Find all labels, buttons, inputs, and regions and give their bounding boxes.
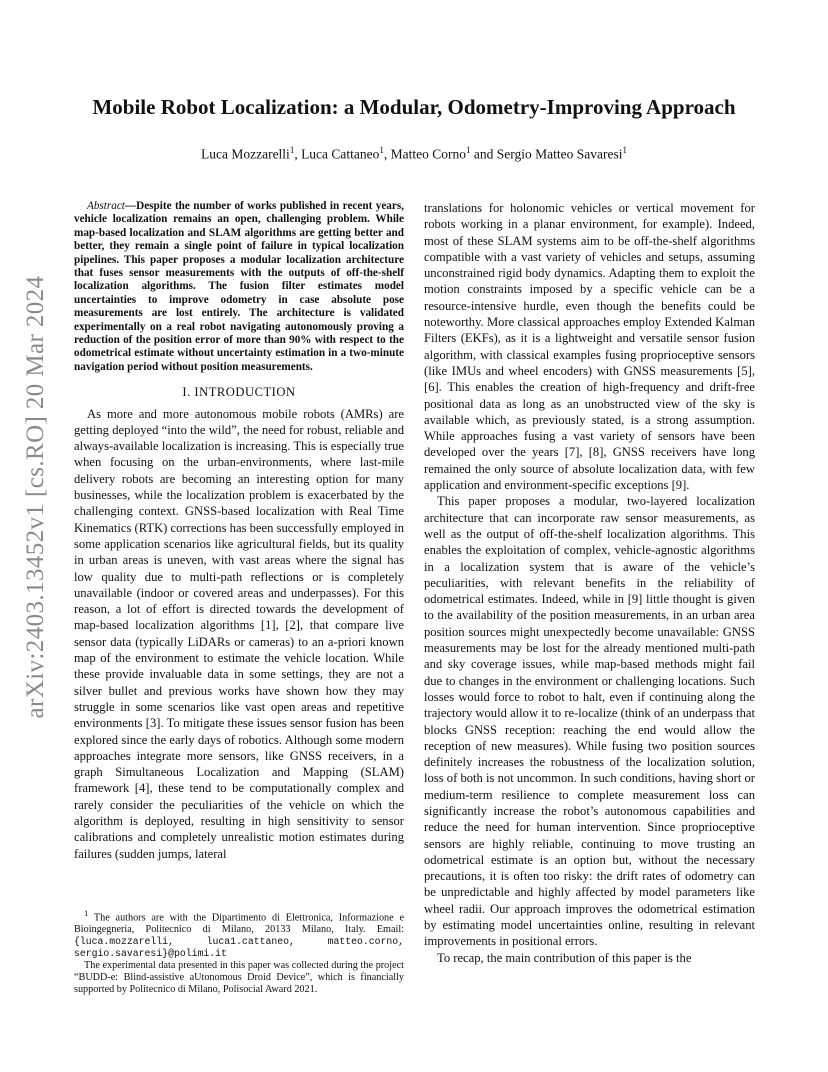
author-separator: , [383, 146, 391, 162]
footnote-mark: 1 [84, 908, 89, 918]
author-name: Luca Cattaneo [301, 146, 380, 162]
author-separator: and [470, 146, 497, 162]
section-heading: I. INTRODUCTION [182, 385, 296, 400]
body-paragraph: To recap, the main contribution of this paper is the [437, 950, 692, 965]
footnote-text: The authors are with the Dipartimento di Elettronica, Informazione e Bioingegneria, Politecnico di Milano, 20133 Milano, Italy. Email: [74, 912, 404, 936]
author-name: Sergio Matteo Savaresi [496, 146, 623, 162]
body-paragraph: translations for holonomic vehicles or vertical movement for robots working in a planar environment, for example). Indeed, most of these SLAM systems aim to be off-the-shelf algorithms compatible with a vast variety of vehicles and setups, assuming unconstrained rigid body dynamics. Adapting them to exploit the motion constraints imposed by a specific vehicle can be a resource-intensive hurdle, even though the benefits could be noteworthy. More classical approaches employ Extended Kalman Filters (EKFs), as it is a lightweight and versatile sensor fusion algorithm, with classical examples fusing proprioceptive sensors (like IMUs and wheel encoders) with GNSS measurements [5], [6]. This enables the creation of high-frequency and drift-free positional data as long as an unobstructed view of the sky is available which, as previously stated, is a strong assumption. While approaches fusing a vast variety of sensors have been developed over the years [7], [8], GNSS receivers have long remained the only source of absolute localization data, with few application and environment-specific exceptions [9]. [424, 201, 755, 493]
author-name: Matteo Corno [390, 146, 467, 162]
arxiv-sidebar [22, 275, 50, 719]
left-column [74, 200, 404, 862]
abstract-label: Abstract [87, 200, 125, 212]
abstract-dash: — [124, 200, 137, 212]
affiliation-mark: 1 [289, 145, 295, 155]
body-paragraph: This paper proposes a modular, two-layered localization architecture that can incorporate raw sensor measurements, as well as the output of off-the-shelf localization algorithms. This enables the exploitation of complex, vehicle-agnostic algorithms in a localization system that is aware of the vehicle’s peculiarities, with relevant benefits in the reliability of odometrical estimates. Indeed, while in [9] little thought is given to the availability of the position measurements, in an urban area position sources might unexpectedly become unavailable: GNSS measurements may be lost for the already mentioned multi-path and sky coverage issues, while map-based methods might fail due to changes in the environment or challenging locations. Such losses would force to robot to halt, even if continuing along the trajectory would allow it to re-localize (think of an underpass that blocks GNSS reception: reaching the end would allow the reception of new measures). While fusing two position sources definitely increases the robustness of the localization solution, loss of both is not uncommon. In such conditions, having short or medium-term resilience to complete measurement loss can significantly increase the robot’s autonomous capabilities and reduce the need for human intervention. Since proprioceptive sensors are highly reliable, continuing to move trusting an odometrical estimate is an option but, without the necessary precautions, it is often too risky: the drift rates of odometry can be unpredictable and highly affected by model parameters like wheel radii. Our approach improves the odometrical estimation by estimating model uncertainties online, resulting in relevant improvements in positional errors. [424, 494, 755, 949]
footnote-affiliation [74, 907, 404, 960]
author-separator: , [294, 146, 302, 162]
author-name: Luca Mozzarelli [200, 146, 290, 162]
author-list [0, 145, 828, 163]
footnote-emails: {luca.mozzarelli, luca1.cattaneo, matteo.corno, sergio.savaresi}@polimi.it [74, 936, 404, 960]
affiliation-mark: 1 [466, 145, 471, 155]
abstract-text: Despite the number of works published in recent years, vehicle localization remains an open, challenging problem. While map-based localization and SLAM algorithms are getting better and better, they remain a single point of failure in typical localization pipelines. This paper proposes a modular localization architecture that fuses sensor measurements with the outputs of off-the-shelf localization algorithms. The fusion filter estimates model uncertainties to improve odometry in case absolute pose measurements are lost entirely. The architecture is validated experimentally on a real robot navigating autonomously proving a reduction of the position error of more than 90% with respect to the odometrical estimate without uncertainty estimation in a two-minute navigation period without position measurements. [74, 200, 404, 373]
arxiv-identifier: arXiv:2403.13452v1 [cs.RO] 20 Mar 2024 [22, 275, 49, 719]
affiliation-mark: 1 [379, 145, 384, 155]
footnote-funding: The experimental data presented in this paper was collected during the project “BUDD-e: Blind-assistive aUtonomous Droid Device”, which is financially supported by Politecnico di Milano, Polisocial Award 2021. [74, 960, 404, 996]
footnotes [74, 907, 404, 996]
abstract [74, 200, 404, 374]
right-column [424, 200, 755, 966]
affiliation-mark: 1 [622, 145, 628, 155]
paper-title: Mobile Robot Localization: a Modular, Odometry-Improving Approach [92, 95, 736, 119]
intro-paragraph: As more and more autonomous mobile robots (AMRs) are getting deployed “into the wild”, the need for robust, reliable and always-available localization is increasing. This is especially true when focusing on the urban-environments, where last-mile delivery robots are becoming an interesting option for many businesses, while the localization problem is exacerbated by the challenging context. GNSS-based localization with Real Time Kinematics (RTK) corrections has been successfully employed in some application scenarios like agricultural fields, but its quality in urban areas is uneven, with vast areas where the signal has low quality due to multi-path reflections or is completely unavailable (indoor or covered areas and underpasses). For this reason, a lot of effort is directed towards the development of map-based localization algorithms [1], [2], that compare live sensor data (typically LiDARs or cameras) to an a-priori known map of the environment to estimate the vehicle location. While these provide invaluable data in some settings, they are not a silver bullet and previous works have shown how they may struggle in some scenarios like vast open areas and repetitive environments [3]. To mitigate these issues sensor fusion has been explored since the early days of robotics. Although some modern approaches integrate more sensors, like GNSS receivers, in a graph Simultaneous Localization and Mapping (SLAM) framework [4], these tend to be computationally complex and rarely consider the peculiarities of the vehicle on which the algorithm is deployed, resulting in high sensitivity to sensor calibrations and completely unrealistic motion estimates during failures (sudden jumps, lateral [74, 406, 404, 861]
